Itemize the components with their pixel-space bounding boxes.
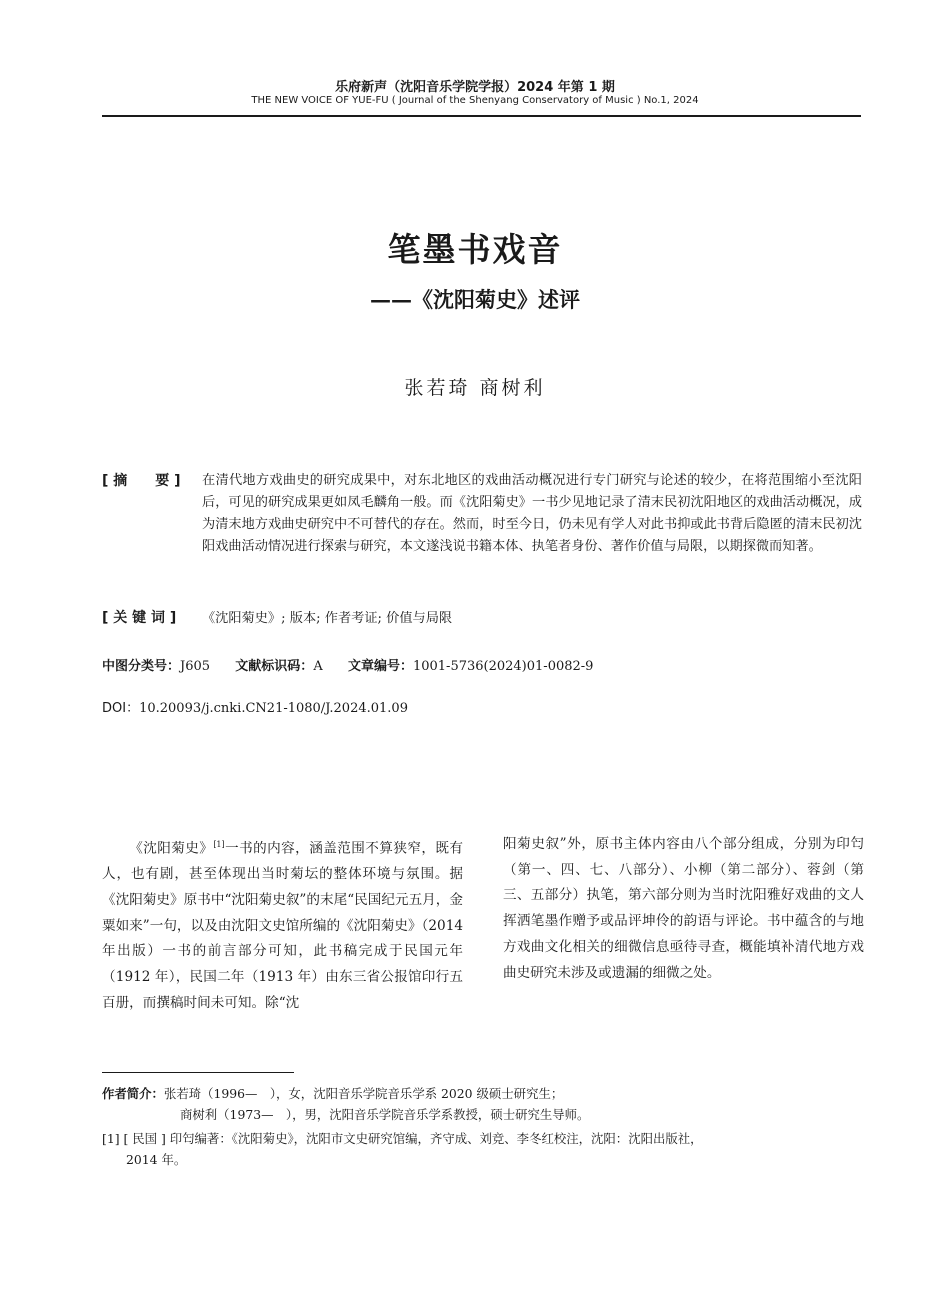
clc-label: 中图分类号： bbox=[102, 659, 181, 674]
article-subtitle: ——《沈阳菊史》述评 bbox=[370, 287, 580, 312]
author-bio-2: 商树利（1973— ），男，沈阳音乐学院音乐学系教授，硕士研究生导师。 bbox=[180, 1107, 590, 1122]
doc-code-value: A bbox=[313, 659, 323, 674]
doi-value: 10.20093/j.cnki.CN21-1080/J.2024.01.09 bbox=[139, 701, 408, 716]
clc-value: J605 bbox=[180, 659, 211, 674]
journal-header-en: THE NEW VOICE OF YUE-FU ( Journal of the Shenyang Conservatory of Music ) No.1, 2024 bbox=[251, 95, 699, 106]
abstract-label: [ 摘 要 ] bbox=[102, 473, 181, 489]
article-authors: 张若琦 商树利 bbox=[404, 377, 546, 399]
author-bio-label: 作者简介： bbox=[102, 1086, 164, 1101]
footnote-divider bbox=[102, 1072, 294, 1073]
body-left-rest: 一书的内容，涵盖范围不算狭窄，既有人，也有剧，甚至体现出当时菊坛的整体环境与氛围。据《沈阳菊史》原书中“沈阳菊史叙”的末尾“民国纪元五月，金粟如来”一句，以及由沈阳文史馆所编的《沈阳菊史》（2014 年出版）一书的前言部分可知，此书稿完成于民国元年（1912 年），民国二年（1913 年）由东三省公报馆印行五百册，而撰稿时间未可知。除“沈 bbox=[102, 840, 464, 1011]
reference-marker: [1] bbox=[213, 840, 225, 849]
keywords-text: 《沈阳菊史》; 版本; 作者考证; 价值与局限 bbox=[202, 611, 453, 626]
doi-line bbox=[102, 697, 408, 716]
doi-label: DOI： bbox=[102, 701, 140, 716]
classification-line bbox=[102, 655, 615, 674]
author-bio-1-text: 张若琦（1996— ），女，沈阳音乐学院音乐学系 2020 级硕士研究生； bbox=[163, 1086, 564, 1101]
body-column-left bbox=[102, 832, 463, 1016]
body-column-right: 阳菊史叙”外，原书主体内容由八个部分组成，分别为印匄（第一、四、七、八部分）、小柳（第二部分）、蓉剑（第三、五部分）执笔，第六部分则为当时沈阳雅好戏曲的文人挥洒笔墨作赠予或品评坤伶的韵语与评论。书中蕴含的与地方戏曲文化相关的细微信息亟待寻查，概能填补清代地方戏曲史研究未涉及或遗漏的细微之处。 bbox=[503, 836, 864, 981]
journal-header-cn: 乐府新声（沈阳音乐学院学报）2024 年第 1 期 bbox=[335, 80, 615, 95]
body-left-start: 《沈阳菊史》 bbox=[129, 840, 214, 857]
reference-1-line1: [1] [ 民国 ] 印匄编著：《沈阳菊史》，沈阳市文史研究馆编，齐守成、刘竞、李冬红校注，沈阳：沈阳出版社， bbox=[102, 1131, 703, 1146]
author-bio-1 bbox=[102, 1084, 563, 1104]
article-title: 笔墨书戏音 bbox=[387, 230, 563, 269]
reference-1-line2: 2014 年。 bbox=[126, 1152, 187, 1167]
keywords-label: [ 关 键 词 ] bbox=[102, 610, 177, 626]
doc-code-label: 文献标识码： bbox=[235, 659, 314, 674]
header-divider bbox=[102, 115, 861, 117]
article-no-value: 1001-5736(2024)01-0082-9 bbox=[412, 659, 594, 674]
abstract-text: 在清代地方戏曲史的研究成果中，对东北地区的戏曲活动概况进行专门研究与论述的较少，在将范围缩小至沈阳后，可见的研究成果更如凤毛麟角一般。而《沈阳菊史》一书少见地记录了清末民初沈阳地区的戏曲活动概况，成为清末地方戏曲史研究中不可替代的存在。然而，时至今日，仍未见有学人对此书抑或此书背后隐匿的清末民初沈阳戏曲活动情况进行探索与研究，本文遂浅说书籍本体、执笔者身份、著作价值与局限，以期探微而知著。 bbox=[202, 473, 862, 554]
article-no-label: 文章编号： bbox=[347, 659, 413, 674]
